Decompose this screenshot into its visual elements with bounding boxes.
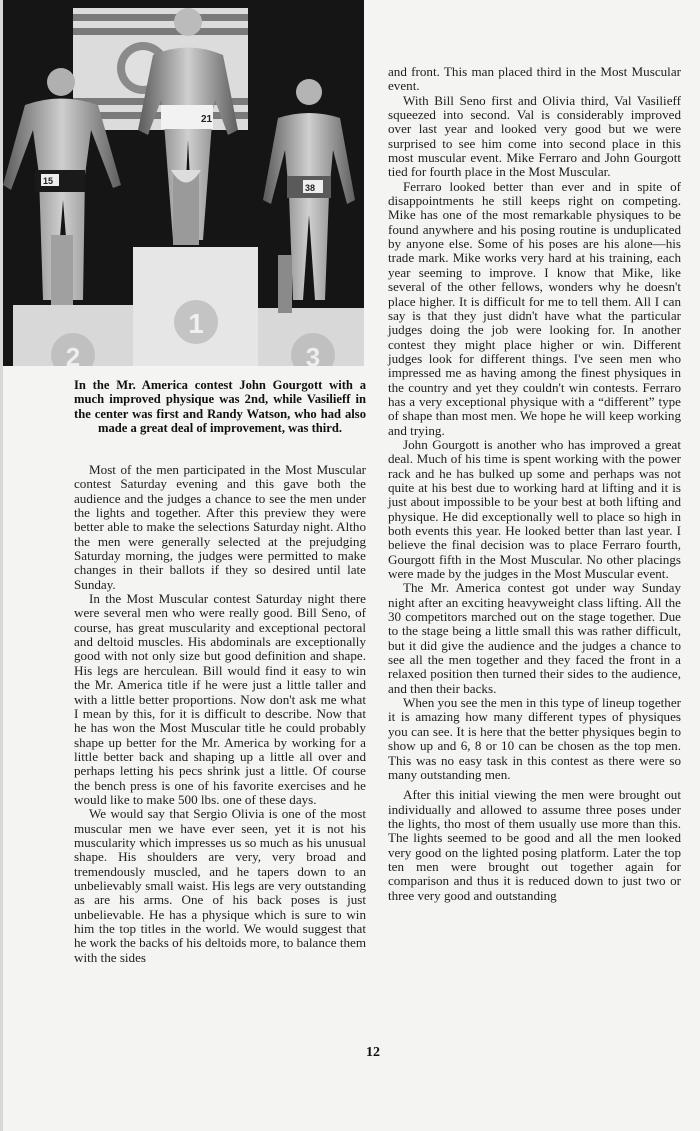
paragraph: John Gourgott is another who has improved a great deal. Much of his time is spent working with the power rack and he has bulked up some and perhaps was not quite at his best due to working hard at lifting and it is just about impossible to be your best at both lifting and physique. He did exceptionally well to place so high in both events this year. He looked better than last year. I believe the final decision was to place Ferraro fourth, Gourgott fifth in the Most Muscular. No other placings were made by the judges in the Most Muscular event. — [388, 436, 681, 582]
paragraph: When you see the men in this type of lineup together it is amazing how many different types of physiques you can see. It is here that the better physiques begin to show up and 6, 8 or 10 can be chosen as the top men. This was no easy task in this contest as there were so many outstanding men. — [388, 695, 681, 782]
paragraph: We would say that Sergio Olivia is one of the most muscular men we have ever seen, yet it is not his muscularity which impresses us so much as his unusual shape. His shoulders are very, very broad and tremendously muscled, and he tapers down to an unbelievably small waist. His legs are very outstanding as are his arms. One of his back poses is just unbelievable. He has a physique which is sure to win him the top titles in the world. We would suggest that he work the backs of his deltoids more, to balance them with the sides — [74, 806, 366, 965]
svg-text:1: 1 — [188, 308, 204, 339]
svg-text:38: 38 — [305, 183, 316, 193]
podium-photo — [3, 0, 364, 366]
right-column — [388, 65, 681, 903]
paragraph: The Mr. America contest got under way Sunday night after an exciting heavyweight class lifting. All the 30 competitors marched out on the stage together. Due to the stage being a little small this was rather difficult, but it did give the audience and the judges a chance to see all the men together and they faced the front in a relaxed position then turned their sides to the audience, and then their backs. — [388, 580, 681, 696]
photo-caption: In the Mr. America contest John Gourgott with a much improved physique was 2nd, while Vasilieff in the center was first and Randy Watson, who had also made a great deal of improvement, was third. — [74, 378, 366, 436]
svg-text:15: 15 — [43, 176, 54, 186]
paragraph: Most of the men participated in the Most Muscular contest Saturday evening and this gave both the audience and the judges a chance to see the men under the lights and together. After this preview they were better able to make the selections Saturday night. Altho the men were generally selected at the prejudging Saturday morning, the judges were permitted to make changes in their ballots if they so desired until late Sunday. — [74, 462, 366, 592]
left-column — [74, 463, 366, 965]
paragraph: Ferraro looked better than ever and in spite of disappointments he still keeps right on competing. Mike has one of the most remarkable physiques to be found anywhere and his posing routine is unduplicated by anyone else. Some of his poses are his alone—his trade mark. Mike works very hard at his training, each year seeming to improve. I know that Mike, like several of the other fellows, wonders why he doesn't place higher. It is difficult for me to tell them. All I can say is that they just didn't have what the particular judges doing the job were looking for. In another contest they might place higher or win. Different judges look for different things. I've seen men who impressed me as having among the finest physiques in the country and yet they couldn't win contests. Ferraro has a very exceptional physique with a “different” type of shape than most men. We hope he will keep working and trying. — [388, 178, 681, 438]
paragraph: In the Most Muscular contest Saturday night there were several men who were really good. Bill Seno, of course, has great muscularity and exceptional pectoral and deltoid muscles. His abdominals are exceptionally good with not only size but good definition and shape. His legs are herculean. Bill would find it easy to win the Mr. America title if he were just a little taller and with a little better proportions. Now don't ask me what I mean by this, for it is difficult to describe. Now that he has won the Most Muscular title he could probably shape up better for the Mr. America by working for a little better back and shaping up a little all over and perhaps letting his pecs shrink just a little. Of course the bench press is one of his favorite exercises and he would like to make 500 lbs. one of these days. — [74, 591, 366, 807]
svg-text:2: 2 — [65, 342, 81, 366]
svg-text:21: 21 — [201, 114, 213, 125]
page-number: 12 — [366, 1045, 380, 1060]
paragraph: With Bill Seno first and Olivia third, Val Vasilieff squeezed into second. Val is considerably improved over last year and looked very good but we were surprised to see him come into second place in this most muscular event. Mike Ferraro and John Gourgott tied for fourth place in the Most Muscular. — [388, 92, 681, 180]
paragraph: and front. This man placed third in the Most Muscular event. — [388, 64, 681, 94]
svg-text:3: 3 — [305, 342, 321, 366]
paragraph: After this initial viewing the men were brought out individually and allowed to assume three poses under the lights, tho most of them usually use more than this. The lights seemed to be good and all the men looked very good on the lighted posing platform. Later the top ten men were brought out together again for comparison and thus it is reduced down to just two or three very good and outstanding — [388, 787, 681, 903]
